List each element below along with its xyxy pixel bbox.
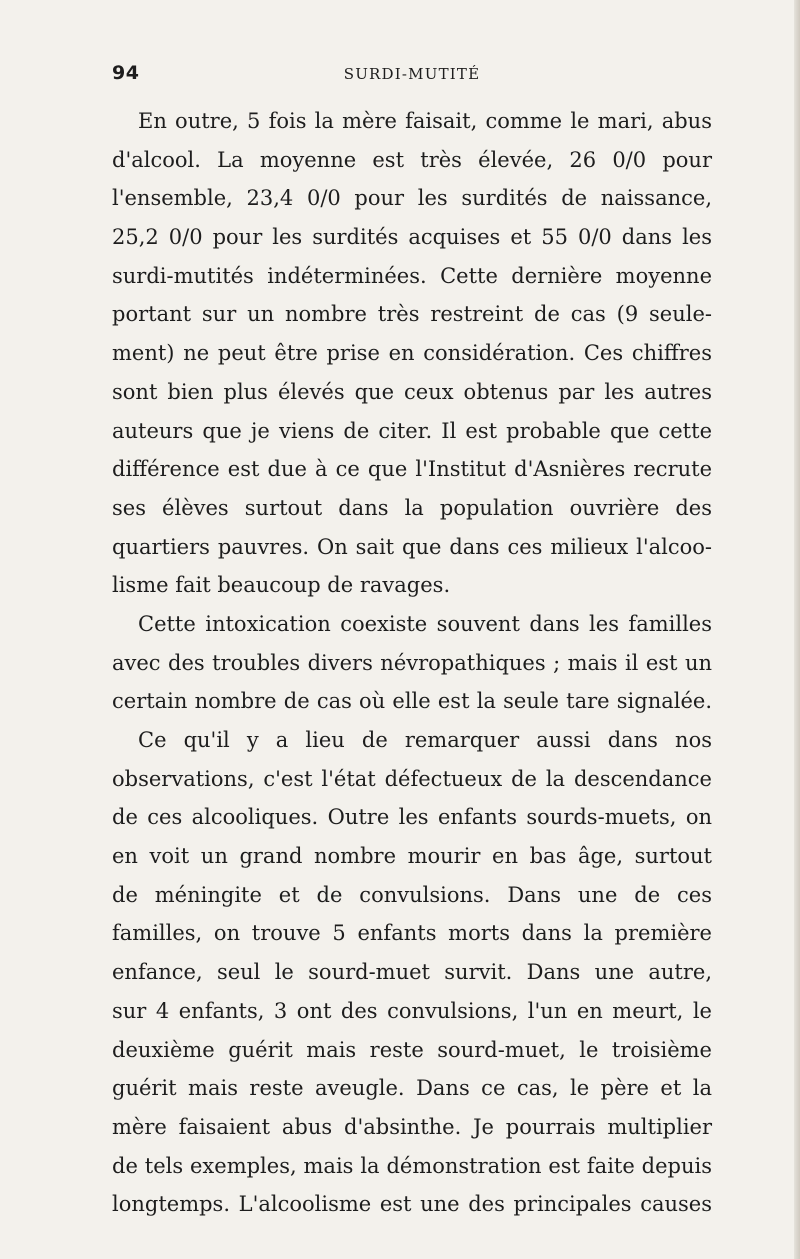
body-text xyxy=(112,102,712,1224)
text-line: en voit un grand nombre mourir en bas âge, surtout xyxy=(112,844,712,869)
text-line: de ces alcooliques. Outre les enfants sourds-muets, on xyxy=(112,805,712,830)
page-header xyxy=(112,62,712,92)
text-line: lisme fait beaucoup de ravages. xyxy=(112,573,451,598)
text-line: mère faisaient abus d'absinthe. Je pourrais multiplier xyxy=(112,1114,712,1139)
running-title: SURDI-MUTITÉ xyxy=(343,65,481,83)
text-line: sur 4 enfants, 3 ont des convulsions, l'un en meurt, le xyxy=(112,998,712,1023)
text-line: longtemps. L'alcoolisme est une des principales causes xyxy=(112,1192,712,1217)
text-line: deuxième guérit mais reste sourd-muet, le troisième xyxy=(112,1037,712,1062)
text-line: Cette intoxication coexiste souvent dans les familles xyxy=(138,611,712,636)
page-number: 94 xyxy=(112,62,140,84)
text-line: sont bien plus élevés que ceux obtenus par les autres xyxy=(112,379,712,404)
text-line: de méningite et de convulsions. Dans une de ces xyxy=(112,882,712,907)
text-line: enfance, seul le sourd-muet survit. Dans une autre, xyxy=(112,960,712,985)
text-line: avec des troubles divers névropathiques ; mais il est un xyxy=(112,650,712,675)
text-line: d'alcool. La moyenne est très élevée, 26 0/0 pour xyxy=(112,147,712,172)
text-line: de tels exemples, mais la démonstration est faite depuis xyxy=(112,1153,712,1178)
text-line: surdi-mutités indéterminées. Cette dernière moyenne xyxy=(112,263,712,288)
text-line: certain nombre de cas où elle est la seule tare signalée. xyxy=(112,689,712,714)
text-line: guérit mais reste aveugle. Dans ce cas, le père et la xyxy=(112,1076,712,1101)
page-edge-shadow xyxy=(794,0,800,1259)
text-line: 25,2 0/0 pour les surdités acquises et 55 0/0 dans les xyxy=(112,225,712,250)
text-line: quartiers pauvres. On sait que dans ces milieux l'alcoo- xyxy=(112,534,712,559)
text-line: Ce qu'il y a lieu de remarquer aussi dans nos xyxy=(138,728,712,752)
text-line: portant sur un nombre très restreint de cas (9 seule- xyxy=(112,302,712,327)
text-line: En outre, 5 fois la mère faisait, comme le mari, abus xyxy=(138,109,712,133)
text-line: l'ensemble, 23,4 0/0 pour les surdités de naissance, xyxy=(112,186,712,211)
text-line: différence est due à ce que l'Institut d'Asnières recrute xyxy=(112,457,712,482)
text-line: ment) ne peut être prise en considération. Ces chiffres xyxy=(112,341,712,366)
text-line: familles, on trouve 5 enfants morts dans la première xyxy=(112,921,712,946)
text-line: observations, c'est l'état défectueux de la descendance xyxy=(112,766,712,791)
text-line: auteurs que je viens de citer. Il est probable que cette xyxy=(112,418,712,443)
text-line: ses élèves surtout dans la population ouvrière des xyxy=(112,495,712,520)
